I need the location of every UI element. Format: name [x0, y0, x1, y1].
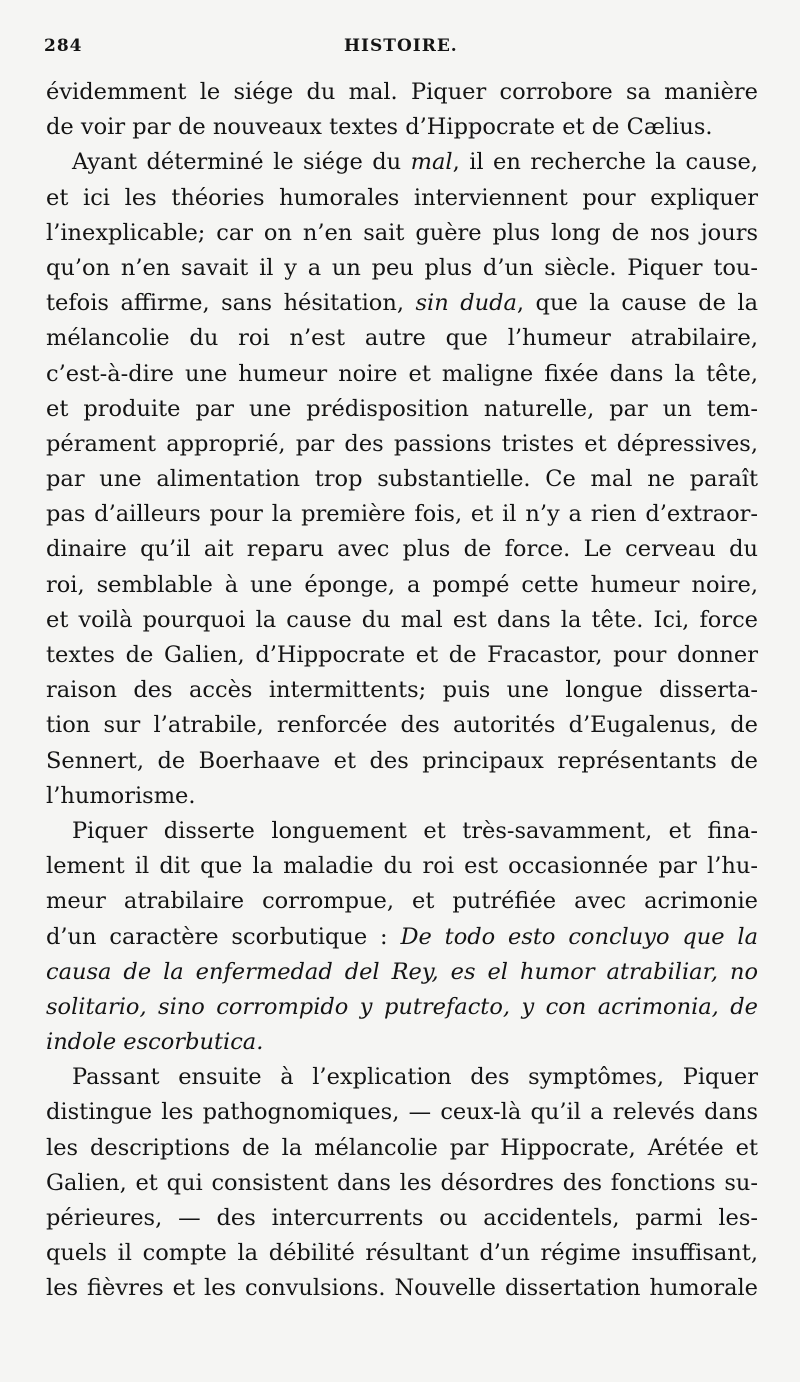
text-line: par une alimentation trop substantielle. Ce mal ne paraît — [46, 466, 758, 493]
text-line: distingue les pathognomiques, — ceux-là qu’il a relevés dans — [46, 1099, 758, 1126]
text-line: meur atrabilaire corrompue, et putréfiée avec acrimonie — [46, 888, 758, 915]
text-line: Piquer disserte longuement et très-savamment, et fina- — [72, 817, 758, 844]
text-line: de voir par de nouveaux textes d’Hippocrate et de Cælius. — [46, 114, 713, 141]
text-line: solitario, sino corrompido y putrefacto, y con acrimonia, de — [46, 993, 758, 1020]
text-line: l’inexplicable; car on n’en sait guère plus long de nos jours — [46, 219, 758, 246]
page-number: 284 — [44, 36, 83, 56]
text-line: dinaire qu’il ait reparu avec plus de force. Le cerveau du — [46, 536, 758, 563]
text-line: raison des accès intermittents; puis une longue disserta- — [46, 677, 758, 704]
text-line: textes de Galien, d’Hippocrate et de Fracastor, pour donner — [46, 642, 758, 668]
page-header — [44, 36, 760, 66]
text-line: les descriptions de la mélancolie par Hippocrate, Arétée et — [46, 1134, 758, 1161]
text-line: périeures, — des intercurrents ou accidentels, parmi les- — [46, 1205, 758, 1231]
text-line: les fièvres et les convulsions. Nouvelle dissertation humorale — [46, 1275, 758, 1302]
text-line: causa de la enfermedad del Rey, es el humor atrabiliar, no — [46, 958, 758, 985]
text-line: pérament approprié, par des passions tristes et dépressives, — [46, 430, 758, 457]
text-line: c’est-à-dire une humeur noire et maligne fixée dans la tête, — [46, 360, 758, 387]
text-line: lement il dit que la maladie du roi est occasionnée par l’hu- — [46, 853, 758, 880]
text-line: et voilà pourquoi la cause du mal est dans la tête. Ici, force — [46, 606, 758, 633]
text-line: Sennert, de Boerhaave et des principaux représentants de — [46, 747, 758, 774]
text-line: l’humorisme. — [46, 782, 196, 809]
running-title: HISTOIRE. — [344, 36, 458, 56]
text-line: Galien, et qui consistent dans les désordres des fonctions su- — [46, 1169, 758, 1196]
text-line: Ayant déterminé le siége du mal, il en recherche la cause, — [72, 149, 759, 176]
text-line: pas d’ailleurs pour la première fois, et il n’y a rien d’extraor- — [46, 501, 758, 528]
text-line: tion sur l’atrabile, renforcée des autorités d’Eugalenus, de — [46, 712, 758, 739]
text-line: et ici les théories humorales interviennent pour expliquer — [46, 184, 758, 211]
text-line: tefois affirme, sans hésitation, sin duda, que la cause de la — [46, 290, 758, 317]
text-line: et produite par une prédisposition naturelle, par un tem- — [46, 395, 758, 422]
body-text — [46, 75, 758, 1307]
text-line: indole escorbutica. — [46, 1029, 264, 1056]
text-line: quels il compte la débilité résultant d’un régime insuffisant, — [46, 1240, 758, 1267]
text-line: mélancolie du roi n’est autre que l’humeur atrabilaire, — [46, 325, 758, 352]
text-line: Passant ensuite à l’explication des symptômes, Piquer — [72, 1064, 758, 1091]
text-line: d’un caractère scorbutique : De todo esto concluyo que la — [46, 923, 758, 950]
text-line: qu’on n’en savait il y a un peu plus d’un siècle. Piquer tou- — [46, 254, 758, 281]
text-line: évidemment le siége du mal. Piquer corrobore sa manière — [46, 79, 758, 105]
text-line: roi, semblable à une éponge, a pompé cette humeur noire, — [46, 571, 758, 598]
